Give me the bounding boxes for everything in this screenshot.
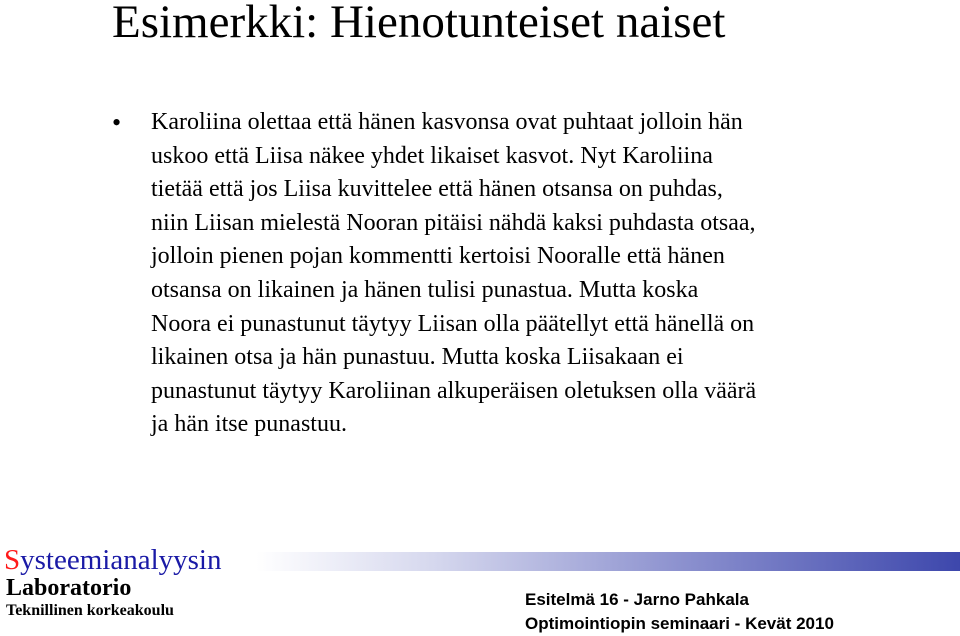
footer-info	[525, 588, 834, 636]
logo-laboratorio: Laboratorio	[6, 575, 132, 601]
bullet-text: Karoliina olettaa että hänen kasvonsa ovat puhtaat jolloin hän uskoo että Liisa näkee yhdet likaiset kasvot. Nyt Karoliina tietää että jos Liisa kuvittelee että hänen otsansa on puhdas, niin Liisan mielestä Nooran pitäisi nähdä kaksi puhdasta otsaa, jolloin pienen pojan kommentti kertoisi Nooralle että hänen otsansa on likainen ja hänen tulisi punastua. Mutta koska Noora ei punastunut täytyy Liisan olla päätellyt että hänellä on likainen otsa ja hän punastuu. Mutta koska Liisakaan ei punastunut täytyy Karoliinan alkuperäisen oletuksen olla väärä ja hän itse punastuu.	[151, 109, 757, 438]
logo-initial: S	[4, 544, 21, 576]
logo-university: Teknillinen korkeakoulu	[6, 602, 174, 619]
logo-name-rest: ysteemianalyysin	[20, 544, 222, 576]
seminar-line: Optimointiopin seminaari - Kevät 2010	[525, 614, 834, 633]
logo-name	[4, 543, 221, 577]
presenter-line: Esitelmä 16 - Jarno Pahkala	[525, 590, 749, 609]
bullet-marker: •	[112, 108, 122, 137]
slide-title: Esimerkki: Hienotunteiset naiset	[112, 0, 726, 48]
footer-gradient-bar	[256, 552, 960, 571]
